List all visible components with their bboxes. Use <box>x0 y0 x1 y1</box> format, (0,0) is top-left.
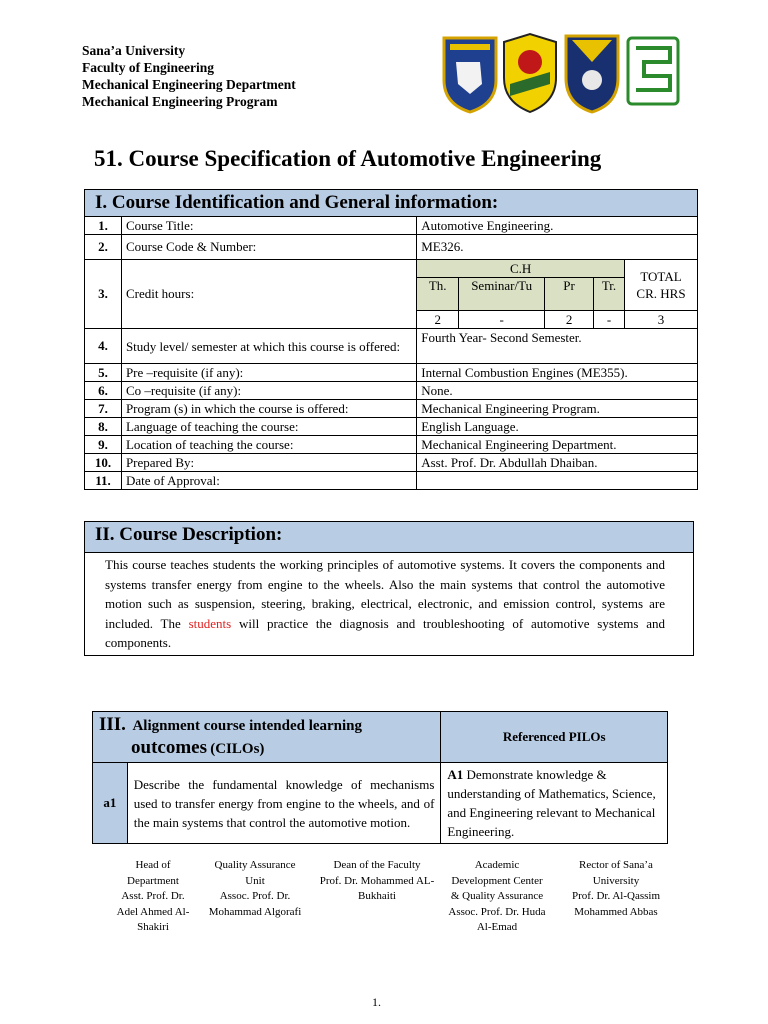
description-highlight: students <box>188 615 232 631</box>
row-number: 9. <box>85 436 122 454</box>
practical-header: Pr <box>545 278 594 311</box>
row-number: 5. <box>85 364 122 382</box>
course-description-text <box>85 553 693 655</box>
page-number: 1. <box>372 995 381 1009</box>
pilo-cell <box>441 763 668 844</box>
row-value: Fourth Year- Second Semester. <box>417 329 698 364</box>
row-value: ME326. <box>417 235 698 260</box>
row-number: 1. <box>85 217 122 235</box>
row-number: 11. <box>85 472 122 490</box>
row-label: Date of Approval: <box>121 472 416 490</box>
cilo-description: Describe the fundamental knowledge of mechanisms used to transfer energy from engine to the wheels, and of the main systems that control the automotive motion. <box>127 763 441 844</box>
table-row <box>85 436 698 454</box>
department-square-logo <box>628 38 678 104</box>
section-3-number: III. <box>99 714 126 735</box>
signature-name: Prof. Dr. Mohammed AL-Bukhaiti <box>319 874 435 902</box>
section-3-title-b: outcomes <box>131 737 207 758</box>
row-value: Automotive Engineering. <box>417 217 698 235</box>
table-row <box>85 217 698 235</box>
cilo-code: a1 <box>93 763 128 844</box>
signature-role: Quality Assurance Unit <box>214 859 296 887</box>
row-number: 6. <box>85 382 122 400</box>
university-name: Sana’a University <box>82 43 186 58</box>
row-number: 3. <box>85 260 122 329</box>
section-3-title-c: (CILOs) <box>210 741 265 757</box>
university-logos <box>440 32 680 114</box>
row-label: Course Title: <box>121 217 416 235</box>
total-value: 3 <box>625 311 698 329</box>
pilo-description: Demonstrate knowledge & understanding of Mathematics, Science, and Engineering relevant to Mechanical Engineering. <box>447 767 656 839</box>
seminar-value: - <box>459 311 545 329</box>
row-label: Program (s) in which the course is offered: <box>121 400 416 418</box>
section-2-heading: II. Course Description: <box>85 522 693 553</box>
signature-block <box>318 858 436 905</box>
program-name: Mechanical Engineering Program <box>82 94 278 109</box>
row-value <box>417 472 698 490</box>
row-value: Mechanical Engineering Program. <box>417 400 698 418</box>
signature-name: Prof. Dr. Al-Qassim Mohammed Abbas <box>572 890 660 918</box>
row-label: Study level/ semester at which this course is offered: <box>121 329 416 364</box>
row-number: 4. <box>85 329 122 364</box>
signature-name: Asst. Prof. Dr. Adel Ahmed Al-Shakiri <box>116 890 190 933</box>
credit-hours-row <box>85 260 698 278</box>
department-name: Mechanical Engineering Department <box>82 77 296 92</box>
faculty-badge-logo <box>504 34 556 112</box>
table-row <box>85 400 698 418</box>
pilo-code: A1 <box>447 767 464 782</box>
cilo-alignment-table <box>92 711 668 844</box>
practical-value: 2 <box>545 311 594 329</box>
signature-role: Rector of Sana’a University <box>579 859 653 887</box>
course-identification-table <box>84 189 698 490</box>
table-row <box>85 454 698 472</box>
description-text-part-2: will practice the diagnosis and troubleshooting of automotive systems and components. <box>105 615 665 650</box>
signature-block <box>204 858 306 920</box>
theory-value: 2 <box>417 311 459 329</box>
signature-name: Assoc. Prof. Dr. Mohammad Algorafi <box>208 890 302 918</box>
table-row <box>85 235 698 260</box>
description-text-part-1: This course teaches students the working principles of automotive systems. It covers the components and systems transfer energy from engine to the wheels. Also the main systems that control the automotive motion such as suspension, steering, braking, electrical, electronic, and emission control, systems are included. The <box>105 557 665 631</box>
table-row <box>85 472 698 490</box>
table-row <box>85 364 698 382</box>
row-label: Course Code & Number: <box>121 235 416 260</box>
row-value: English Language. <box>417 418 698 436</box>
signature-role: Dean of the Faculty <box>333 859 421 871</box>
row-number: 8. <box>85 418 122 436</box>
row-label: Pre –requisite (if any): <box>121 364 416 382</box>
table-row <box>93 763 668 844</box>
row-label: Language of teaching the course: <box>121 418 416 436</box>
signature-role: Head of Department <box>127 859 179 887</box>
row-value: Mechanical Engineering Department. <box>417 436 698 454</box>
signature-block <box>560 858 672 920</box>
referenced-pilos-heading: Referenced PILOs <box>441 712 668 763</box>
row-number: 10. <box>85 454 122 472</box>
signature-block <box>448 858 546 936</box>
faculty-name: Faculty of Engineering <box>82 60 214 75</box>
page-title: 51. Course Specification of Automotive Engineering <box>94 146 602 171</box>
signature-block <box>110 858 196 936</box>
seminar-header: Seminar/Tu <box>459 278 545 311</box>
section-3-title-a: Alignment course intended learning <box>132 718 363 734</box>
section-3-heading <box>93 712 441 763</box>
table-row <box>85 418 698 436</box>
university-shield-logo <box>444 38 496 112</box>
row-number: 7. <box>85 400 122 418</box>
row-label: Location of teaching the course: <box>121 436 416 454</box>
row-value: None. <box>417 382 698 400</box>
training-value: - <box>594 311 625 329</box>
row-number: 2. <box>85 235 122 260</box>
row-label: Prepared By: <box>121 454 416 472</box>
table-row <box>85 382 698 400</box>
row-value: Internal Combustion Engines (ME355). <box>417 364 698 382</box>
university-header <box>82 42 296 110</box>
theory-header: Th. <box>417 278 459 311</box>
section-1-heading: I. Course Identification and General information: <box>85 190 698 217</box>
signature-name: Assoc. Prof. Dr. Huda Al-Emad <box>448 905 546 933</box>
signature-role: Academic Development Center & Quality Assurance <box>450 859 544 902</box>
credit-hours-header: C.H <box>417 260 625 278</box>
training-header: Tr. <box>594 278 625 311</box>
table-row <box>85 329 698 364</box>
course-description-section <box>84 521 694 656</box>
row-value: Asst. Prof. Dr. Abdullah Dhaiban. <box>417 454 698 472</box>
engineering-shield-logo <box>566 36 618 112</box>
total-credit-hours-header: TOTAL CR. HRS <box>625 260 698 311</box>
row-label: Credit hours: <box>121 260 416 329</box>
row-label: Co –requisite (if any): <box>121 382 416 400</box>
